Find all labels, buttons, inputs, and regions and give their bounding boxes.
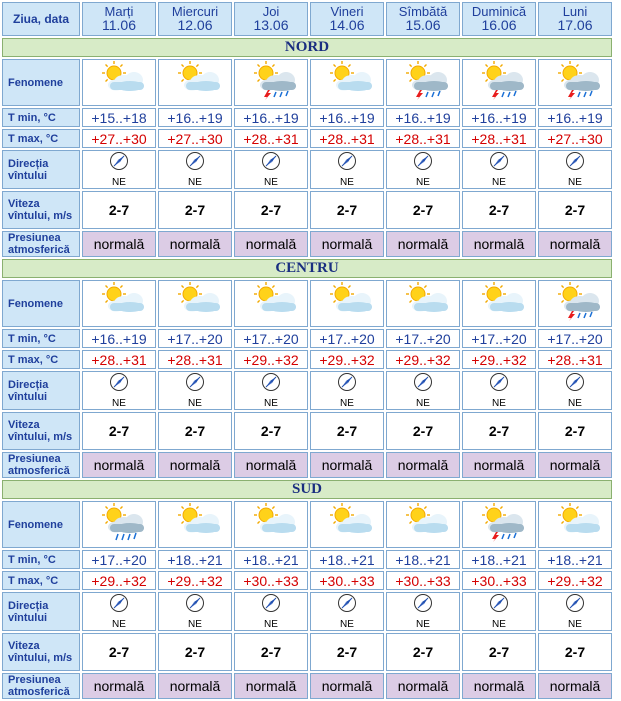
region-title: SUD: [2, 480, 612, 499]
fenomene-row: [2, 280, 612, 327]
thunder-rain-icon: [246, 87, 296, 104]
tmin-value: +18..+21: [234, 550, 308, 569]
tmax-value: +28..+31: [158, 350, 232, 369]
sun-cloud-icon: [170, 308, 220, 325]
pressure-value: normală: [462, 673, 536, 699]
wind-speed-value: 2-7: [386, 412, 460, 450]
header-row: [2, 2, 612, 36]
wind-speed-value: 2-7: [538, 412, 612, 450]
tmax-value: +27..+30: [538, 129, 612, 148]
compass-icon: [489, 600, 509, 617]
pressure-value: normală: [82, 452, 156, 478]
compass-icon: [565, 600, 585, 617]
pressure-value: normală: [386, 673, 460, 699]
weather-cell: [158, 59, 232, 106]
wind-direction-cell: [386, 371, 460, 410]
weather-cell: [538, 280, 612, 327]
weather-cell: [82, 280, 156, 327]
wind-direction-cell: [82, 592, 156, 631]
wind-speed-value: 2-7: [386, 191, 460, 229]
weather-cell: [82, 501, 156, 548]
row-label-tmin: T min, °C: [2, 329, 80, 348]
wind-speed-value: 2-7: [310, 633, 384, 671]
row-label-presiunea: Presiunea atmosferică: [2, 231, 80, 257]
pressure-row: [2, 673, 612, 699]
compass-icon: [337, 158, 357, 175]
tmin-value: +18..+21: [538, 550, 612, 569]
tmax-value: +28..+31: [82, 350, 156, 369]
thunder-rain-icon: [474, 87, 524, 104]
pressure-value: normală: [234, 231, 308, 257]
wind-direction-row: [2, 371, 612, 410]
sun-cloud-icon: [474, 308, 524, 325]
pressure-value: normală: [158, 673, 232, 699]
sun-cloud-icon: [170, 87, 220, 104]
row-label-tmin: T min, °C: [2, 550, 80, 569]
tmin-value: +17..+20: [158, 329, 232, 348]
tmax-row: [2, 129, 612, 148]
tmin-value: +18..+21: [158, 550, 232, 569]
pressure-value: normală: [82, 231, 156, 257]
wind-speed-value: 2-7: [82, 412, 156, 450]
row-label-viteza: Viteza vîntului, m/s: [2, 191, 80, 229]
thunder-rain-icon: [550, 308, 600, 325]
sun-cloud-icon: [94, 87, 144, 104]
weather-cell: [386, 59, 460, 106]
wind-direction-text: NE: [340, 177, 354, 188]
tmin-value: +17..+20: [82, 550, 156, 569]
weather-cell: [310, 280, 384, 327]
wind-speed-row: [2, 191, 612, 229]
fenomene-row: [2, 501, 612, 548]
day-name: Luni: [562, 4, 588, 19]
row-label-tmax: T max, °C: [2, 571, 80, 590]
day-header: [82, 2, 156, 36]
pressure-value: normală: [158, 452, 232, 478]
tmax-value: +28..+31: [310, 129, 384, 148]
tmax-value: +28..+31: [538, 350, 612, 369]
day-date: 14.06: [329, 17, 365, 33]
weather-cell: [386, 501, 460, 548]
wind-speed-value: 2-7: [234, 412, 308, 450]
day-header: [158, 2, 232, 36]
sun-cloud-icon: [398, 529, 448, 546]
pressure-row: [2, 231, 612, 257]
row-label-tmax: T max, °C: [2, 350, 80, 369]
compass-icon: [565, 158, 585, 175]
wind-direction-cell: [158, 150, 232, 189]
weather-cell: [234, 501, 308, 548]
pressure-value: normală: [310, 673, 384, 699]
wind-direction-cell: [234, 150, 308, 189]
wind-speed-value: 2-7: [82, 191, 156, 229]
row-label-fenomene: Fenomene: [2, 501, 80, 548]
pressure-row: [2, 452, 612, 478]
tmax-value: +27..+30: [158, 129, 232, 148]
tmax-value: +29..+32: [310, 350, 384, 369]
tmax-value: +29..+32: [158, 571, 232, 590]
row-label-directia: Direcția vîntului: [2, 150, 80, 189]
wind-speed-value: 2-7: [234, 633, 308, 671]
day-date: 11.06: [102, 17, 136, 33]
fenomene-row: [2, 59, 612, 106]
tmax-value: +28..+31: [462, 129, 536, 148]
tmin-value: +16..+19: [310, 108, 384, 127]
pressure-value: normală: [386, 452, 460, 478]
compass-icon: [489, 379, 509, 396]
wind-speed-row: [2, 412, 612, 450]
tmax-value: +28..+31: [234, 129, 308, 148]
row-label-presiunea: Presiunea atmosferică: [2, 452, 80, 478]
wind-direction-text: NE: [112, 177, 126, 188]
wind-speed-value: 2-7: [82, 633, 156, 671]
region-title: NORD: [2, 38, 612, 57]
weather-cell: [386, 280, 460, 327]
weather-cell: [234, 280, 308, 327]
day-header: [386, 2, 460, 36]
row-label-fenomene: Fenomene: [2, 280, 80, 327]
compass-icon: [413, 158, 433, 175]
wind-direction-cell: [310, 371, 384, 410]
day-header: [462, 2, 536, 36]
wind-direction-cell: [462, 150, 536, 189]
day-header: [538, 2, 612, 36]
pressure-value: normală: [310, 452, 384, 478]
weather-cell: [310, 501, 384, 548]
tmin-row: [2, 550, 612, 569]
wind-direction-cell: [538, 371, 612, 410]
tmax-value: +29..+32: [462, 350, 536, 369]
wind-speed-value: 2-7: [234, 191, 308, 229]
tmax-value: +29..+32: [538, 571, 612, 590]
wind-direction-cell: [386, 592, 460, 631]
wind-direction-cell: [538, 150, 612, 189]
sun-cloud-icon: [246, 308, 296, 325]
wind-direction-cell: [158, 371, 232, 410]
region-title: CENTRU: [2, 259, 612, 278]
wind-direction-text: NE: [188, 398, 202, 409]
wind-direction-text: NE: [568, 619, 582, 630]
day-header: [234, 2, 308, 36]
wind-speed-value: 2-7: [386, 633, 460, 671]
wind-direction-cell: [310, 592, 384, 631]
weather-cell: [310, 59, 384, 106]
region-row: [2, 259, 612, 278]
wind-direction-text: NE: [568, 177, 582, 188]
wind-direction-text: NE: [264, 619, 278, 630]
compass-icon: [261, 600, 281, 617]
wind-direction-text: NE: [492, 177, 506, 188]
wind-direction-cell: [234, 592, 308, 631]
row-label-viteza: Viteza vîntului, m/s: [2, 633, 80, 671]
tmin-value: +18..+21: [310, 550, 384, 569]
wind-direction-cell: [82, 371, 156, 410]
day-name: Miercuri: [171, 4, 219, 19]
tmin-value: +16..+19: [462, 108, 536, 127]
wind-direction-cell: [158, 592, 232, 631]
pressure-value: normală: [462, 231, 536, 257]
day-name: Marți: [104, 4, 134, 19]
wind-direction-text: NE: [188, 619, 202, 630]
tmin-value: +16..+19: [158, 108, 232, 127]
tmin-value: +17..+20: [234, 329, 308, 348]
wind-speed-value: 2-7: [462, 191, 536, 229]
wind-speed-value: 2-7: [462, 412, 536, 450]
compass-icon: [565, 379, 585, 396]
wind-direction-cell: [310, 150, 384, 189]
weather-cell: [462, 501, 536, 548]
compass-icon: [109, 379, 129, 396]
wind-speed-value: 2-7: [158, 633, 232, 671]
wind-speed-value: 2-7: [538, 633, 612, 671]
day-date: 16.06: [481, 17, 517, 33]
weather-cell: [538, 501, 612, 548]
wind-direction-text: NE: [112, 398, 126, 409]
row-label-tmax: T max, °C: [2, 129, 80, 148]
wind-direction-row: [2, 592, 612, 631]
compass-icon: [261, 158, 281, 175]
tmin-row: [2, 329, 612, 348]
sun-cloud-icon: [94, 308, 144, 325]
tmax-value: +29..+32: [386, 350, 460, 369]
day-header: [310, 2, 384, 36]
wind-speed-value: 2-7: [310, 191, 384, 229]
day-date: 15.06: [405, 17, 441, 33]
sun-cloud-icon: [550, 529, 600, 546]
wind-direction-text: NE: [264, 177, 278, 188]
tmin-value: +16..+19: [82, 329, 156, 348]
pressure-value: normală: [538, 231, 612, 257]
wind-direction-cell: [462, 592, 536, 631]
day-name: Duminică: [471, 4, 527, 19]
pressure-value: normală: [158, 231, 232, 257]
wind-direction-cell: [538, 592, 612, 631]
compass-icon: [337, 600, 357, 617]
wind-direction-cell: [386, 150, 460, 189]
tmin-value: +16..+19: [386, 108, 460, 127]
wind-direction-text: NE: [340, 619, 354, 630]
tmax-value: +29..+32: [82, 571, 156, 590]
tmax-value: +30..+33: [386, 571, 460, 590]
wind-direction-cell: [462, 371, 536, 410]
region-row: [2, 480, 612, 499]
pressure-value: normală: [538, 452, 612, 478]
wind-direction-cell: [82, 150, 156, 189]
pressure-value: normală: [234, 673, 308, 699]
tmin-value: +17..+20: [386, 329, 460, 348]
row-label-fenomene: Fenomene: [2, 59, 80, 106]
weather-cell: [462, 59, 536, 106]
sun-rain-icon: [94, 529, 144, 546]
wind-direction-text: NE: [112, 619, 126, 630]
corner-label: Ziua, data: [2, 2, 80, 36]
pressure-value: normală: [462, 452, 536, 478]
day-date: 13.06: [253, 17, 289, 33]
compass-icon: [185, 600, 205, 617]
wind-direction-text: NE: [492, 398, 506, 409]
pressure-value: normală: [310, 231, 384, 257]
tmin-value: +15..+18: [82, 108, 156, 127]
wind-direction-text: NE: [264, 398, 278, 409]
tmax-value: +27..+30: [82, 129, 156, 148]
row-label-viteza: Viteza vîntului, m/s: [2, 412, 80, 450]
day-name: Joi: [262, 4, 280, 19]
day-date: 12.06: [177, 17, 213, 33]
row-label-presiunea: Presiunea atmosferică: [2, 673, 80, 699]
compass-icon: [185, 379, 205, 396]
day-date: 17.06: [557, 17, 593, 33]
day-name: Sîmbătă: [398, 4, 448, 19]
thunder-rain-icon: [398, 87, 448, 104]
wind-speed-value: 2-7: [158, 191, 232, 229]
sun-cloud-icon: [246, 529, 296, 546]
thunder-rain-icon: [550, 87, 600, 104]
pressure-value: normală: [386, 231, 460, 257]
thunder-rain-icon: [474, 529, 524, 546]
wind-direction-text: NE: [492, 619, 506, 630]
weather-cell: [462, 280, 536, 327]
compass-icon: [413, 600, 433, 617]
wind-direction-text: NE: [416, 619, 430, 630]
pressure-value: normală: [82, 673, 156, 699]
tmax-value: +30..+33: [310, 571, 384, 590]
wind-speed-row: [2, 633, 612, 671]
wind-speed-value: 2-7: [310, 412, 384, 450]
wind-direction-text: NE: [416, 398, 430, 409]
row-label-directia: Direcția vîntului: [2, 371, 80, 410]
weather-cell: [158, 501, 232, 548]
tmin-value: +17..+20: [310, 329, 384, 348]
tmin-value: +16..+19: [538, 108, 612, 127]
sun-cloud-icon: [322, 308, 372, 325]
tmax-value: +30..+33: [462, 571, 536, 590]
tmin-row: [2, 108, 612, 127]
compass-icon: [185, 158, 205, 175]
wind-direction-cell: [234, 371, 308, 410]
row-label-directia: Direcția vîntului: [2, 592, 80, 631]
weather-cell: [538, 59, 612, 106]
compass-icon: [109, 158, 129, 175]
wind-direction-row: [2, 150, 612, 189]
compass-icon: [413, 379, 433, 396]
row-label-tmin: T min, °C: [2, 108, 80, 127]
day-name: Vineri: [330, 4, 364, 19]
compass-icon: [489, 158, 509, 175]
wind-direction-text: NE: [188, 177, 202, 188]
compass-icon: [337, 379, 357, 396]
weather-cell: [234, 59, 308, 106]
compass-icon: [109, 600, 129, 617]
region-row: [2, 38, 612, 57]
sun-cloud-icon: [170, 529, 220, 546]
pressure-value: normală: [538, 673, 612, 699]
wind-speed-value: 2-7: [462, 633, 536, 671]
wind-speed-value: 2-7: [158, 412, 232, 450]
tmax-value: +30..+33: [234, 571, 308, 590]
tmax-row: [2, 571, 612, 590]
sun-cloud-icon: [398, 308, 448, 325]
tmax-value: +29..+32: [234, 350, 308, 369]
tmin-value: +18..+21: [386, 550, 460, 569]
tmin-value: +16..+19: [234, 108, 308, 127]
sun-cloud-icon: [322, 87, 372, 104]
tmin-value: +18..+21: [462, 550, 536, 569]
wind-direction-text: NE: [568, 398, 582, 409]
pressure-value: normală: [234, 452, 308, 478]
sun-cloud-icon: [322, 529, 372, 546]
wind-speed-value: 2-7: [538, 191, 612, 229]
wind-direction-text: NE: [340, 398, 354, 409]
tmin-value: +17..+20: [538, 329, 612, 348]
tmin-value: +17..+20: [462, 329, 536, 348]
tmax-value: +28..+31: [386, 129, 460, 148]
wind-direction-text: NE: [416, 177, 430, 188]
weather-cell: [82, 59, 156, 106]
tmax-row: [2, 350, 612, 369]
weather-cell: [158, 280, 232, 327]
compass-icon: [261, 379, 281, 396]
